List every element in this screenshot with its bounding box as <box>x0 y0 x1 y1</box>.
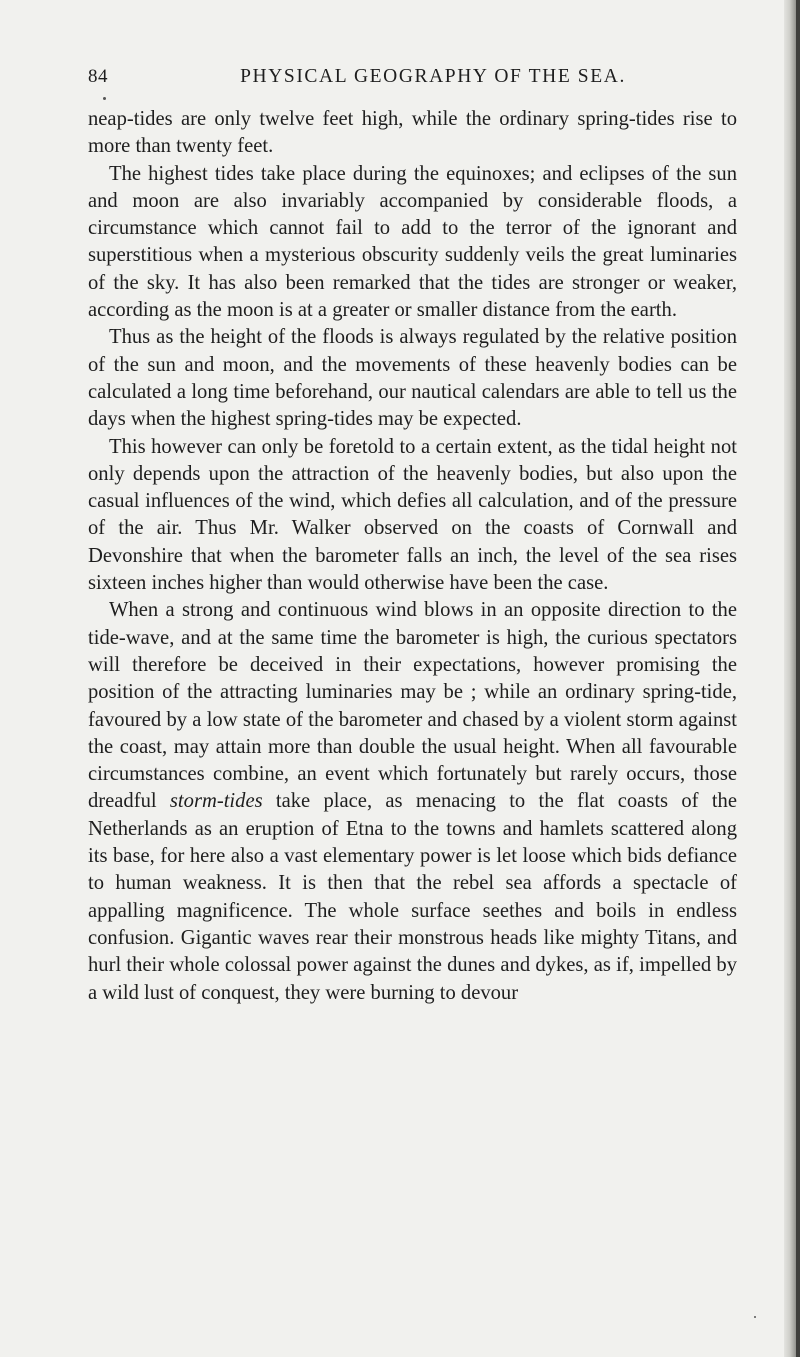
print-speck <box>103 97 106 100</box>
paragraph: The highest tides take place during the equinoxes; and eclipses of the sun and moon are also invariably accompanied by considerable floods, a circumstance which cannot fail to add to the terror of the ignorant and superstitious when a mysterious obscurity suddenly veils the great luminaries of the sky. It has also been remarked that the tides are stronger or weaker, according as the moon is at a greater or smaller distance from the earth. <box>88 162 737 322</box>
page-number: 84 <box>88 66 108 87</box>
body-text <box>88 106 737 1007</box>
paragraph: neap-tides are only twelve feet high, while the ordinary spring-tides rise to more than twenty feet. <box>88 108 737 158</box>
paragraph-text: When a strong and continuous wind blows in an opposite direction to the tide-wave, and at the same time the barometer is high, the curious spectators will therefore be deceived in their expectations, however promising the position of the attracting luminaries may be ; while an ordinary spring-tide, favoured by a low state of the barometer and chased by a violent storm against the coast, may attain more than double the usual height. When all favourable circumstances combine, an event which fortunately but rarely occurs, those dreadful <box>88 599 737 813</box>
paragraph: Thus as the height of the floods is always regulated by the relative position of the sun and moon, and the movements of these heavenly bodies can be calculated a long time beforehand, our nautical calendars are able to tell us the days when the highest spring-tides may be expected. <box>88 326 737 431</box>
paragraph: This however can only be foretold to a certain extent, as the tidal height not only depends upon the attraction of the heavenly bodies, but also upon the casual influences of the wind, which defies all calculation, and of the pressure of the air. Thus Mr. Walker observed on the coasts of Cornwall and Devonshire that when the barometer falls an inch, the level of the sea rises sixteen inches higher than would otherwise have been the case. <box>88 435 737 595</box>
paragraph <box>88 597 737 1006</box>
paragraph-text: take place, as menacing to the flat coasts of the Netherlands as an eruption of Etna to the towns and hamlets scattered along its base, for here also a vast elementary power is let loose which bids defiance to human weakness. It is then that the rebel sea affords a spectacle of appalling magnificence. The whole surface seethes and boils in endless confusion. Gigantic waves rear their monstrous heads like mighty Titans, and hurl their whole colossal power against the dunes and dykes, as if, impelled by a wild lust of conquest, they were burning to devour <box>88 790 737 1004</box>
page-edge-shadow <box>784 0 800 1357</box>
italic-term: storm-tides <box>169 790 263 813</box>
page-header <box>88 58 738 94</box>
print-speck <box>754 1316 756 1318</box>
running-head: PHYSICAL GEOGRAPHY OF THE SEA. <box>240 66 626 87</box>
